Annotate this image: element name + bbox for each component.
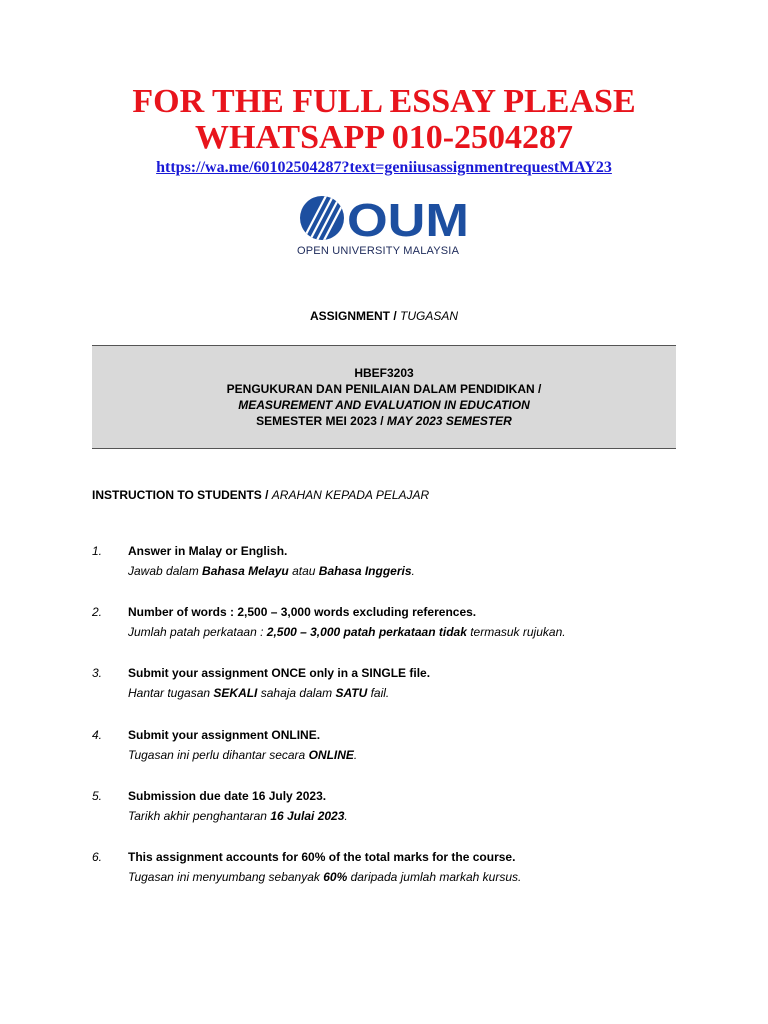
instruction-en: Number of words : 2,500 – 3,000 words excluding references. [128,605,477,620]
instruction-ms: Tugasan ini perlu dihantar secara ONLINE. [128,747,358,762]
instruction-item [92,602,692,663]
instruction-number: 1. [92,544,103,558]
instruction-en: Submit your assignment ONLINE. [128,727,321,742]
instruction-ms: Jawab dalam Bahasa Melayu atau Bahasa Inggeris. [128,564,415,578]
instruction-item [92,541,692,602]
instruction-en: Submit your assignment ONCE only in a SINGLE file. [128,666,431,681]
instruction-number: 3. [92,666,103,681]
instruction-ms: Tarikh akhir penghantaran 16 Julai 2023. [128,808,348,823]
instruction-ms: Jumlah patah perkataan : 2,500 – 3,000 patah perkataan tidak termasuk rujukan. [128,625,566,640]
course-title-ms: PENGUKURAN DAN PENILAIAN DALAM PENDIDIKAN / [226,382,542,396]
instruction-item [92,663,692,724]
course-code: HBEF3203 [354,366,414,380]
instruction-number: 2. [92,605,103,620]
instructions-title-ms: ARAHAN KEPADA PELAJAR [271,488,430,502]
assignment-heading [0,309,768,323]
instruction-item [92,847,692,908]
instruction-number: 5. [92,788,103,803]
promo-line-2: WHATSAPP 010-2504287 [194,119,574,156]
instruction-list [92,541,692,908]
course-info-box [92,345,676,449]
heading-en: ASSIGNMENT / [309,309,397,323]
instruction-en: Submission due date 16 July 2023. [128,788,327,803]
promo-banner [0,84,768,156]
instructions-title [92,488,429,502]
instruction-en: This assignment accounts for 60% of the total marks for the course. [128,849,516,864]
logo-subtitle: OPEN UNIVERSITY MALAYSIA [297,245,460,257]
instruction-en: Answer in Malay or English. [128,544,288,558]
instruction-item [92,725,692,786]
oum-logo-mark-icon [297,192,473,244]
heading-ms: TUGASAN [400,309,459,323]
semester-ms: SEMESTER MEI 2023 / [256,414,384,428]
instruction-ms: Hantar tugasan SEKALI sahaja dalam SATU fail. [128,686,390,701]
course-semester [256,413,512,429]
course-title-en: MEASUREMENT AND EVALUATION IN EDUCATION [238,398,530,412]
instructions-title-en: INSTRUCTION TO STUDENTS / [92,488,269,502]
instruction-ms: Tugasan ini menyumbang sebanyak 60% daripada jumlah markah kursus. [128,869,522,884]
instruction-number: 4. [92,727,103,742]
semester-en: MAY 2023 SEMESTER [386,414,512,428]
logo-wordmark: OUM [347,194,469,244]
promo-line-1: FOR THE FULL ESSAY PLEASE [132,83,636,120]
whatsapp-link[interactable]: https://wa.me/60102504287?text=geniiusassignmentrequestMAY23 [156,159,612,176]
oum-logo [297,192,473,260]
instruction-item [92,786,692,847]
instruction-number: 6. [92,849,103,864]
